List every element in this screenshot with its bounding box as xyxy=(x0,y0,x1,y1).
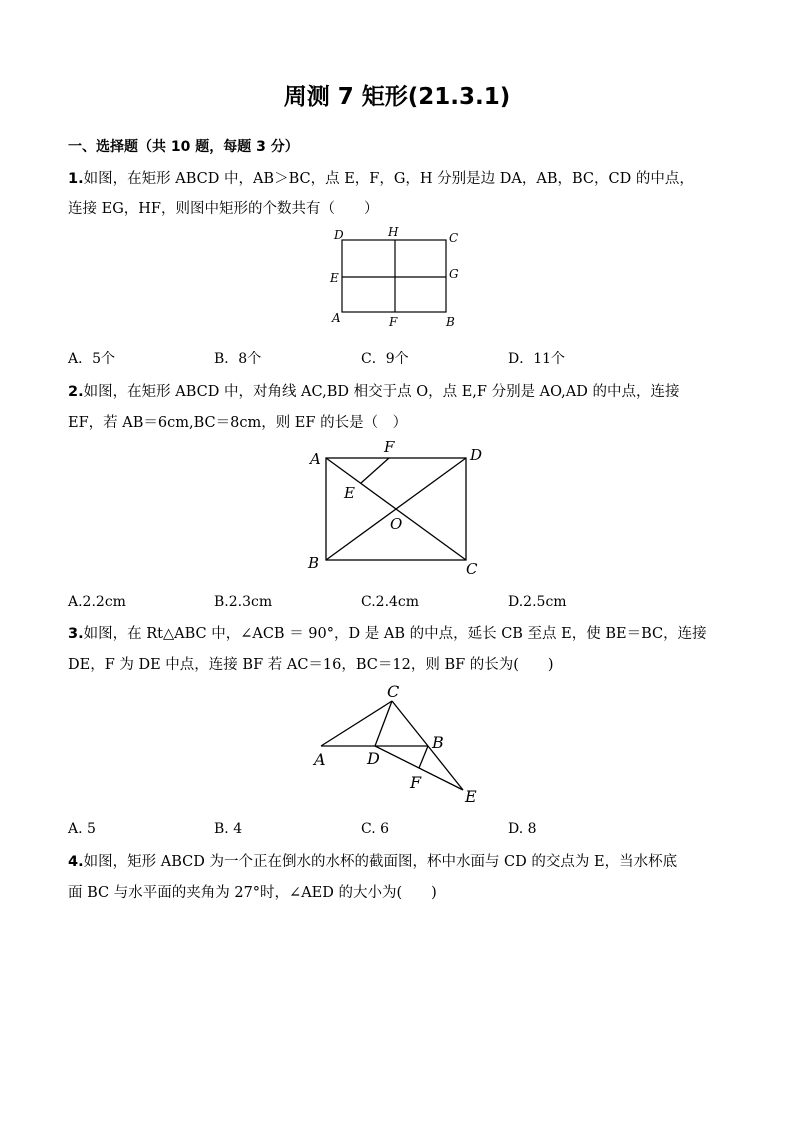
label-a: A xyxy=(332,311,341,325)
section-heading: 一、选择题（共 10 题，每题 3 分） xyxy=(68,139,299,155)
label-d: D xyxy=(470,446,483,464)
label-a: A xyxy=(310,450,321,468)
question-1-option-b: B．8个 xyxy=(214,351,262,367)
label-e: E xyxy=(465,787,477,806)
question-4-number: 4. xyxy=(68,854,84,870)
label-a: A xyxy=(314,750,326,769)
segment-ac xyxy=(321,701,392,746)
question-2-line-1 xyxy=(68,380,680,401)
question-1-number: 1. xyxy=(68,171,84,187)
label-g: G xyxy=(449,267,459,281)
question-2-option-a: A.2.2cm xyxy=(68,594,126,610)
label-f: F xyxy=(389,315,398,329)
label-e: E xyxy=(344,484,355,502)
question-2-line-2: EF，若 AB＝6cm,BC＝8cm，则 EF 的长是（ ） xyxy=(68,415,408,431)
question-3-line-2: DE，F 为 DE 中点，连接 BF 若 AC＝16，BC＝12，则 BF 的长为( ) xyxy=(68,657,554,673)
label-d: D xyxy=(334,228,344,242)
question-1-option-a: A．5个 xyxy=(68,351,116,367)
question-3-text: 如图，在 Rt△ABC 中，∠ACB ＝ 90°，D 是 AB 的中点，延长 CB 至点 E，使 BE＝BC，连接 xyxy=(83,626,707,642)
question-1-text: 如图，在矩形 ABCD 中，AB＞BC，点 E，F，G，H 分别是边 DA，AB，BC，CD 的中点， xyxy=(83,171,694,187)
question-3-option-d: D. 8 xyxy=(508,821,537,837)
label-f: F xyxy=(384,438,395,456)
question-4-line-2: 面 BC 与水平面的夹角为 27°时，∠AED 的大小为( ) xyxy=(68,885,437,901)
question-2-option-c: C.2.4cm xyxy=(361,594,420,610)
question-1-option-c: C．9个 xyxy=(361,351,409,367)
question-1-line-1 xyxy=(68,167,694,188)
question-3-line-1 xyxy=(68,622,707,643)
question-1-figure xyxy=(326,224,466,332)
label-d: D xyxy=(367,749,380,768)
label-e: E xyxy=(330,271,339,285)
question-3-number: 3. xyxy=(68,626,84,642)
segment-be xyxy=(428,746,463,790)
segment-cb xyxy=(392,701,428,746)
label-b: B xyxy=(308,554,320,572)
question-3-option-c: C. 6 xyxy=(361,821,390,837)
page-title: 周测 7 矩形(21.3.1) xyxy=(283,84,511,110)
label-b: B xyxy=(446,315,455,329)
question-2-number: 2. xyxy=(68,384,84,400)
label-b: B xyxy=(432,733,444,752)
segment-ef xyxy=(361,458,389,483)
segment-bf xyxy=(419,746,428,768)
label-o: O xyxy=(390,515,403,533)
question-3-option-a: A. 5 xyxy=(68,821,96,837)
rectangle-abcd xyxy=(342,240,446,312)
question-2-option-d: D.2.5cm xyxy=(508,594,567,610)
question-1-line-2: 连接 EG，HF，则图中矩形的个数共有（ ） xyxy=(68,201,379,217)
question-4-text: 如图，矩形 ABCD 为一个正在倒水的水杯的截面图，杯中水面与 CD 的交点为 E，当水杯底 xyxy=(83,854,678,870)
question-4-line-1 xyxy=(68,850,677,871)
label-f: F xyxy=(410,773,422,792)
question-1-option-d: D．11个 xyxy=(508,351,566,367)
label-c: C xyxy=(449,231,459,245)
label-h: H xyxy=(388,225,399,239)
label-c: C xyxy=(387,682,400,701)
question-2-option-b: B.2.3cm xyxy=(214,594,273,610)
question-2-text: 如图，在矩形 ABCD 中，对角线 AC,BD 相交于点 O，点 E,F 分别是 AO,AD 的中点，连接 xyxy=(83,384,680,400)
segment-dc xyxy=(375,701,392,746)
question-3-option-b: B. 4 xyxy=(214,821,243,837)
label-c: C xyxy=(466,560,478,578)
question-3-figure xyxy=(310,680,490,810)
question-2-figure xyxy=(304,436,490,580)
